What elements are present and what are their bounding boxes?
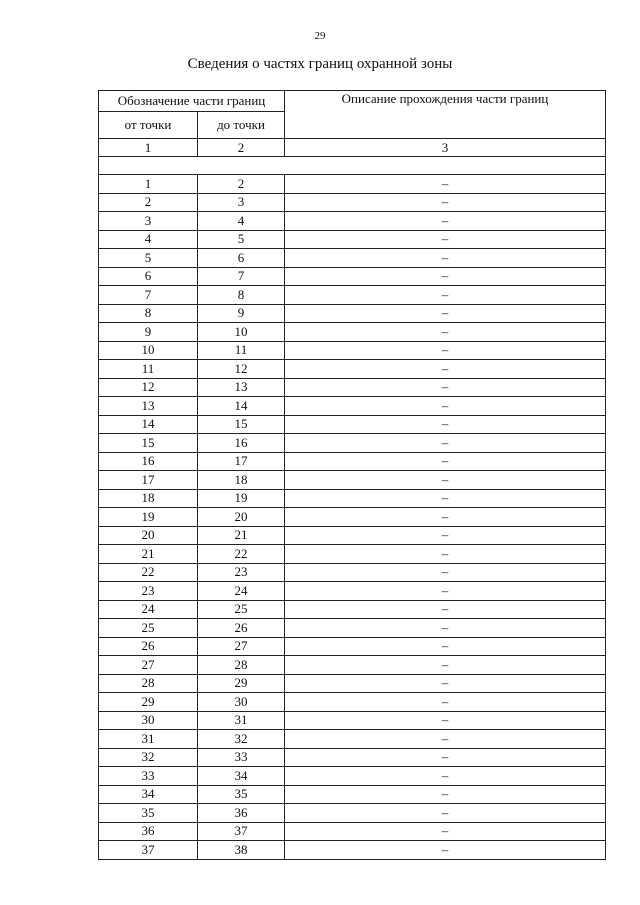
description-cell: – bbox=[285, 785, 606, 804]
from-point-cell: 14 bbox=[99, 415, 198, 434]
from-point-cell: 6 bbox=[99, 267, 198, 286]
table-row bbox=[99, 637, 606, 656]
header-description: Описание прохождения части границ bbox=[285, 91, 606, 139]
from-point-cell: 2 bbox=[99, 193, 198, 212]
table-row bbox=[99, 341, 606, 360]
to-point-cell: 14 bbox=[198, 397, 285, 416]
description-cell: – bbox=[285, 323, 606, 342]
description-cell: – bbox=[285, 452, 606, 471]
description-cell: – bbox=[285, 286, 606, 305]
from-point-cell: 35 bbox=[99, 804, 198, 823]
column-number: 3 bbox=[285, 139, 606, 157]
table-row bbox=[99, 360, 606, 379]
table-row bbox=[99, 656, 606, 675]
from-point-cell: 11 bbox=[99, 360, 198, 379]
to-point-cell: 22 bbox=[198, 545, 285, 564]
boundary-parts-table bbox=[98, 90, 606, 860]
to-point-cell: 13 bbox=[198, 378, 285, 397]
description-cell: – bbox=[285, 397, 606, 416]
to-point-cell: 33 bbox=[198, 748, 285, 767]
description-cell: – bbox=[285, 563, 606, 582]
table-row bbox=[99, 767, 606, 786]
table-row bbox=[99, 711, 606, 730]
from-point-cell: 4 bbox=[99, 230, 198, 249]
to-point-cell: 18 bbox=[198, 471, 285, 490]
description-cell: – bbox=[285, 619, 606, 638]
from-point-cell: 21 bbox=[99, 545, 198, 564]
description-cell: – bbox=[285, 656, 606, 675]
page-number: 29 bbox=[314, 30, 326, 42]
description-cell: – bbox=[285, 767, 606, 786]
description-cell: – bbox=[285, 693, 606, 712]
table-row bbox=[99, 785, 606, 804]
description-cell: – bbox=[285, 711, 606, 730]
to-point-cell: 36 bbox=[198, 804, 285, 823]
from-point-cell: 23 bbox=[99, 582, 198, 601]
from-point-cell: 27 bbox=[99, 656, 198, 675]
column-number: 1 bbox=[99, 139, 198, 157]
table-row bbox=[99, 434, 606, 453]
header-boundary-designation: Обозначение части границ bbox=[99, 91, 285, 112]
table-row bbox=[99, 230, 606, 249]
table-row bbox=[99, 415, 606, 434]
description-cell: – bbox=[285, 415, 606, 434]
to-point-cell: 8 bbox=[198, 286, 285, 305]
description-cell: – bbox=[285, 434, 606, 453]
to-point-cell: 6 bbox=[198, 249, 285, 268]
description-cell: – bbox=[285, 748, 606, 767]
table-row bbox=[99, 212, 606, 231]
table-row bbox=[99, 748, 606, 767]
table-row bbox=[99, 471, 606, 490]
description-cell: – bbox=[285, 545, 606, 564]
table-row bbox=[99, 822, 606, 841]
from-point-cell: 18 bbox=[99, 489, 198, 508]
table-row bbox=[99, 489, 606, 508]
to-point-cell: 25 bbox=[198, 600, 285, 619]
table-row bbox=[99, 841, 606, 860]
table-row bbox=[99, 545, 606, 564]
from-point-cell: 31 bbox=[99, 730, 198, 749]
table-row bbox=[99, 508, 606, 527]
description-cell: – bbox=[285, 582, 606, 601]
to-point-cell: 34 bbox=[198, 767, 285, 786]
to-point-cell: 32 bbox=[198, 730, 285, 749]
table-row bbox=[99, 804, 606, 823]
table-row bbox=[99, 582, 606, 601]
from-point-cell: 5 bbox=[99, 249, 198, 268]
from-point-cell: 29 bbox=[99, 693, 198, 712]
from-point-cell: 37 bbox=[99, 841, 198, 860]
table-row bbox=[99, 323, 606, 342]
to-point-cell: 28 bbox=[198, 656, 285, 675]
table-row bbox=[99, 175, 606, 194]
from-point-cell: 12 bbox=[99, 378, 198, 397]
to-point-cell: 27 bbox=[198, 637, 285, 656]
to-point-cell: 4 bbox=[198, 212, 285, 231]
from-point-cell: 10 bbox=[99, 341, 198, 360]
table-row bbox=[99, 526, 606, 545]
from-point-cell: 33 bbox=[99, 767, 198, 786]
from-point-cell: 9 bbox=[99, 323, 198, 342]
column-numbers-row bbox=[99, 139, 606, 157]
description-cell: – bbox=[285, 804, 606, 823]
table-row bbox=[99, 249, 606, 268]
from-point-cell: 34 bbox=[99, 785, 198, 804]
to-point-cell: 10 bbox=[198, 323, 285, 342]
from-point-cell: 28 bbox=[99, 674, 198, 693]
from-point-cell: 15 bbox=[99, 434, 198, 453]
description-cell: – bbox=[285, 249, 606, 268]
header-to-point: до точки bbox=[198, 112, 285, 139]
to-point-cell: 38 bbox=[198, 841, 285, 860]
table-row bbox=[99, 619, 606, 638]
table-row bbox=[99, 267, 606, 286]
table-row bbox=[99, 378, 606, 397]
from-point-cell: 26 bbox=[99, 637, 198, 656]
description-cell: – bbox=[285, 471, 606, 490]
from-point-cell: 1 bbox=[99, 175, 198, 194]
spacer-cell bbox=[99, 157, 606, 175]
description-cell: – bbox=[285, 360, 606, 379]
to-point-cell: 12 bbox=[198, 360, 285, 379]
column-number: 2 bbox=[198, 139, 285, 157]
description-cell: – bbox=[285, 341, 606, 360]
table-row bbox=[99, 563, 606, 582]
description-cell: – bbox=[285, 637, 606, 656]
description-cell: – bbox=[285, 822, 606, 841]
to-point-cell: 9 bbox=[198, 304, 285, 323]
from-point-cell: 30 bbox=[99, 711, 198, 730]
from-point-cell: 22 bbox=[99, 563, 198, 582]
to-point-cell: 5 bbox=[198, 230, 285, 249]
from-point-cell: 25 bbox=[99, 619, 198, 638]
to-point-cell: 37 bbox=[198, 822, 285, 841]
table-row bbox=[99, 674, 606, 693]
to-point-cell: 23 bbox=[198, 563, 285, 582]
to-point-cell: 7 bbox=[198, 267, 285, 286]
to-point-cell: 15 bbox=[198, 415, 285, 434]
to-point-cell: 30 bbox=[198, 693, 285, 712]
to-point-cell: 17 bbox=[198, 452, 285, 471]
to-point-cell: 31 bbox=[198, 711, 285, 730]
to-point-cell: 20 bbox=[198, 508, 285, 527]
description-cell: – bbox=[285, 526, 606, 545]
from-point-cell: 16 bbox=[99, 452, 198, 471]
from-point-cell: 13 bbox=[99, 397, 198, 416]
description-cell: – bbox=[285, 212, 606, 231]
table-row bbox=[99, 452, 606, 471]
description-cell: – bbox=[285, 175, 606, 194]
table-row bbox=[99, 600, 606, 619]
from-point-cell: 20 bbox=[99, 526, 198, 545]
spacer-row bbox=[99, 157, 606, 175]
to-point-cell: 29 bbox=[198, 674, 285, 693]
description-cell: – bbox=[285, 304, 606, 323]
from-point-cell: 32 bbox=[99, 748, 198, 767]
from-point-cell: 36 bbox=[99, 822, 198, 841]
from-point-cell: 8 bbox=[99, 304, 198, 323]
description-cell: – bbox=[285, 193, 606, 212]
from-point-cell: 19 bbox=[99, 508, 198, 527]
to-point-cell: 2 bbox=[198, 175, 285, 194]
to-point-cell: 21 bbox=[198, 526, 285, 545]
to-point-cell: 35 bbox=[198, 785, 285, 804]
table-row bbox=[99, 286, 606, 305]
table-row bbox=[99, 693, 606, 712]
table-row bbox=[99, 304, 606, 323]
document-title: Сведения о частях границ охранной зоны bbox=[187, 56, 453, 72]
description-cell: – bbox=[285, 489, 606, 508]
table-row bbox=[99, 397, 606, 416]
to-point-cell: 19 bbox=[198, 489, 285, 508]
description-cell: – bbox=[285, 841, 606, 860]
to-point-cell: 11 bbox=[198, 341, 285, 360]
from-point-cell: 24 bbox=[99, 600, 198, 619]
to-point-cell: 26 bbox=[198, 619, 285, 638]
description-cell: – bbox=[285, 730, 606, 749]
header-from-point: от точки bbox=[99, 112, 198, 139]
from-point-cell: 17 bbox=[99, 471, 198, 490]
description-cell: – bbox=[285, 674, 606, 693]
description-cell: – bbox=[285, 508, 606, 527]
description-cell: – bbox=[285, 230, 606, 249]
description-cell: – bbox=[285, 267, 606, 286]
to-point-cell: 3 bbox=[198, 193, 285, 212]
table-row bbox=[99, 193, 606, 212]
from-point-cell: 3 bbox=[99, 212, 198, 231]
to-point-cell: 16 bbox=[198, 434, 285, 453]
from-point-cell: 7 bbox=[99, 286, 198, 305]
table-row bbox=[99, 730, 606, 749]
description-cell: – bbox=[285, 600, 606, 619]
description-cell: – bbox=[285, 378, 606, 397]
to-point-cell: 24 bbox=[198, 582, 285, 601]
